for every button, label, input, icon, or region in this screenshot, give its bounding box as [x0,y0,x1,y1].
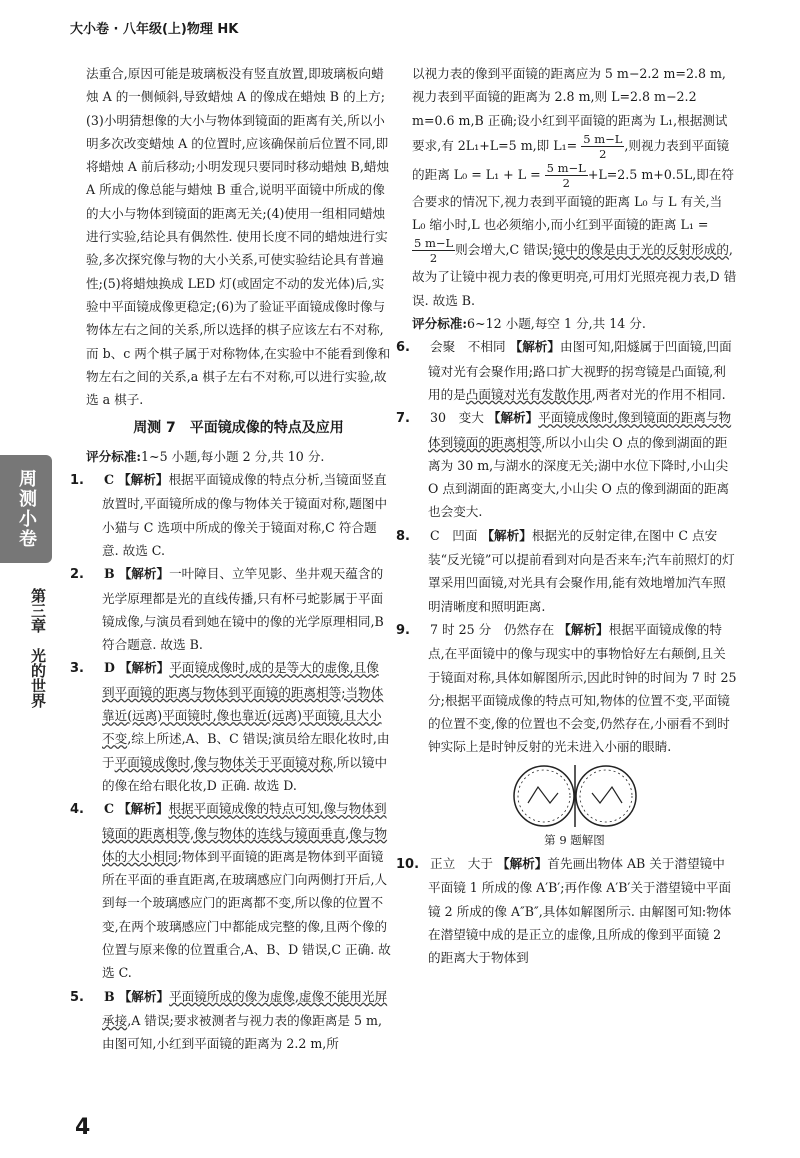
analysis-tag: 【解析】 [497,856,548,872]
fraction-denominator: 2 [562,175,570,190]
clock-mirror-figure [510,763,640,829]
fraction [412,236,455,265]
analysis-text: 首先画出物体 AB 关于潜望镜中平面镜 1 所成的像 A′B′;再作像 A′B′关于潜望镜中平面镜 2 所成的像 A″B″,具体如解图所示. 由解图可知:物体在潜望镜中成的是正立的虚像,且所成的像到平面镜 2 的距离大于物体到 [428,856,732,966]
analysis-text: 根据光的反射定律,在图中 C 点安装“反光镜”可以提前看到对向是否来车;汽车前照灯的灯罩采用凹面镜,对光具有会聚作用,能有效地增加汽车照明清晰度和照明距离. [428,527,735,614]
analysis-tag: 【解析】 [487,410,539,426]
answer-fill: 会聚 不相同 [430,339,506,355]
analysis-text: ,综上所述,A、B、C 错误;演员给左眼化妆时,由于 [102,731,390,770]
item-number: 3. [70,661,84,677]
answer-fill: C 凹面 [430,527,478,543]
analysis-tag: 【解析】 [118,988,170,1004]
analysis-tag: 【解析】 [118,660,170,676]
fraction-numerator: 5 m−L [583,131,623,146]
analysis-tag: 【解析】 [118,472,169,488]
page-number: 4 [75,1115,91,1140]
key-point-underlined: 平面镜成像时,像到镜面的距离与物体到镜面的距离相等 [428,410,732,450]
left-column [70,62,391,1055]
item-number: 2. [70,567,84,583]
continuation-text: 则会增大,C 错误; [455,242,553,258]
fraction [545,161,588,190]
score-label: 评分标准: [412,316,468,332]
page-header: 大小卷 · 八年级(上)物理 HK [70,22,239,37]
analysis-text: ,所以镜中的像在给右眼化妆,D 正确. 故选 D. [102,754,388,793]
analysis-tag: 【解析】 [558,621,609,637]
score-label: 评分标准: [86,448,142,464]
analysis-tag: 【解析】 [509,339,560,355]
clock-face-right [576,766,636,826]
clock-face-left [514,766,574,826]
score-standard-left [86,445,391,468]
analysis-tag: 【解析】 [118,801,169,817]
analysis-text: 根据平面镜成像的特点分析,当镜面竖直放置时,平面镜所成的像与物体关于镜面对称,题图中小猫与 C 选项中所成的像关于镜面对称,C 符合题意. 故选 C. [102,472,388,558]
answer-item-2 [70,562,391,656]
analysis-text: 由图可知,阳燧属于凹面镜,凹面镜对光有会聚作用;路口扩大视野的拐弯镜是凸面镜,利用的是 [428,339,732,402]
section-title: 周测 7 平面镜成像的特点及应用 [133,420,344,437]
fraction-numerator: 5 m−L [414,236,454,251]
answer-item-6 [396,335,737,406]
answer-item-9 [396,618,737,759]
answer-choice: C [104,472,115,488]
key-point-underlined: 平面镜成像时,像与物体关于平面镜对称 [114,754,333,770]
answer-item-1 [70,468,391,562]
item-number: 4. [70,802,84,818]
fraction-numerator: 5 m−L [546,160,586,175]
figure-caption: 第 9 题解图 [544,832,605,847]
item-number: 10. [396,857,420,873]
analysis-text: ,两者对光的作用不相同. [591,386,726,402]
answer-item-4 [70,797,391,984]
side-chapter-label: 第三章 光的世界 [29,588,47,708]
answer-item-5 [70,985,391,1056]
answer-choice: C [104,801,115,817]
key-point-underlined: 镜中的像是由于光的反射形成的 [552,242,729,258]
continuation-text: ,则视力表到平面镜的距离 L₀ = L₁ + L = [412,137,730,182]
right-column [396,62,737,970]
analysis-text: ;物体到平面镜的距离是物体到平面镜所在平面的垂直距离,在玻璃感应门向两侧打开后,人到每一个玻璃感应门的距离都不变,所以像的位置不变,在两个玻璃感应门中都能成完整的像,且两个像的位置与原来像的位置重合,A、B、D 错误,C 正确. 故选 C. [102,848,391,981]
item-number: 1. [70,473,84,489]
analysis-tag: 【解析】 [481,527,532,543]
answer-item-3 [70,656,391,797]
right-continuation [412,62,737,312]
item-number: 7. [396,411,410,427]
item-number: 8. [396,528,410,544]
answer-choice: D [104,660,115,676]
key-point-underlined: 根据平面镜成像的特点可知,像与物体到镜面的距离相等,像与物体的连线与镜面垂直,像与物体的大小相同 [102,801,388,864]
answer-item-10 [396,852,737,969]
fraction-denominator: 2 [429,251,438,266]
answer-item-7 [396,406,737,523]
answer-item-8 [396,524,737,618]
key-point-underlined: 平面镜成像时,成的是等大的虚像,且像到平面镜的距离与物体到平面镜的距离相等;当物体靠近(远离)平面镜时,像也靠近(远离)平面镜,且大小不变 [102,660,384,747]
fraction-denominator: 2 [599,146,607,161]
continuation-text: 以视力表的像到平面镜的距离应为 5 m−2.2 m=2.8 m,视力表到平面镜的距离为 2.8 m,则 L=2.8 m−2.2 m=0.6 m,B 正确;设小红到平面镜的距离为 L₁,根据测试要求,有 2L₁+L=5 m,即 L₁= [412,66,728,153]
side-tab-weekly-test: 周测小卷 [0,455,52,563]
answer-fill: 正立 大于 [430,856,493,872]
answer-fill: 7 时 25 分 仍然存在 [430,621,555,637]
item-number: 6. [396,340,410,356]
answer-fill: 30 变大 [430,410,484,426]
analysis-text: 根据平面镜成像的特点,在平面镜中的像与现实中的事物恰好左右颠倒,且关于镜面对称,具体如解图所示,因此时钟的时间为 7 时 25 分;根据平面镜成像的特点可知,物体的位置不变,平面镜的位置不变,像的位置也不会变,仍然存在,小丽看不到时钟实际上是时钟反射的光未进入小丽的眼睛. [428,621,737,755]
fraction [581,132,624,161]
answer-choice: B [104,566,115,582]
analysis-text: 一叶障目、立竿见影、坐井观天蕴含的光学原理都是光的直线传播,只有杯弓蛇影属于平面镜成像,与演员看到她在镜中的像的光学原理相同,B 符合题意. 故选 B. [102,566,384,653]
item-number: 9. [396,622,410,638]
answer-choice: B [104,988,115,1004]
item-number: 5. [70,989,84,1005]
analysis-text: ,A 错误;要求被测者与视力表的像距离是 5 m,由图可知,小红到平面镜的距离为 2.2 m,所 [102,1012,382,1052]
key-point-underlined: 凸面镜对光有发散作用 [465,386,592,402]
score-text: 1~5 小题,每小题 2 分,共 10 分. [141,448,325,464]
analysis-text: ,所以小山尖 O 点的像到湖面的距离为 30 m,与湖水的深度无关;湖中水位下降时,小山尖 O 点到湖面的距离变大,小山尖 O 点的像到湖面的距离也会变大. [428,434,730,520]
score-text: 6~12 小题,每空 1 分,共 14 分. [467,316,646,332]
left-intro-paragraph: 法重合,原因可能是玻璃板没有竖直放置,即玻璃板向蜡烛 A 的一侧倾斜,导致蜡烛 A 的像成在蜡烛 B 的上方;(3)小明猜想像的大小与物体到镜面的距离有关,所以小明多次改变蜡烛 A 的位置时,应该确保前后位置不同,即将蜡烛 A 前后移动;小明发现只要同时移动蜡烛 B,蜡烛 A 所成的像总能与蜡烛 B 重合,说明平面镜中所成的像的大小与物体到镜面的距离无关;(4)使用一组相同蜡烛进行实验,结论具有偶然性. 使用长度不同的蜡烛进行实验,多次探究像与物的大小关系,可使实验结论具有普遍性;(5)将蜡烛换成 LED 灯(或固定不动的发光体)后,实验中平面镜成像更稳定;(6)为了验证平面镜成像时像与物体左右之间的关系,所以选择的棋子应该左右不对称,而 b、c 两个棋子属于对称物体,在实验中不能看到像和物左右之间的关系,a 棋子左右不对称,可以进行实验,故选 a 棋子. [86,66,391,408]
key-point-underlined: 平面镜所成的像为虚像,虚像不能用光屏承接 [102,988,388,1028]
score-standard-right [412,312,737,335]
continuation-text: +L=2.5 m+0.5L,即在符合要求的情况下,视力表到平面镜的距离 L₀ 与 L 有关,当 L₀ 缩小时,L 也必须缩小,而小红到平面镜的距离 L₁ = [412,166,734,233]
continuation-text: ,故为了让镜中视力表的像更明亮,可用灯光照亮视力表,D 错误. 故选 B. [412,242,737,308]
analysis-tag: 【解析】 [118,566,170,582]
